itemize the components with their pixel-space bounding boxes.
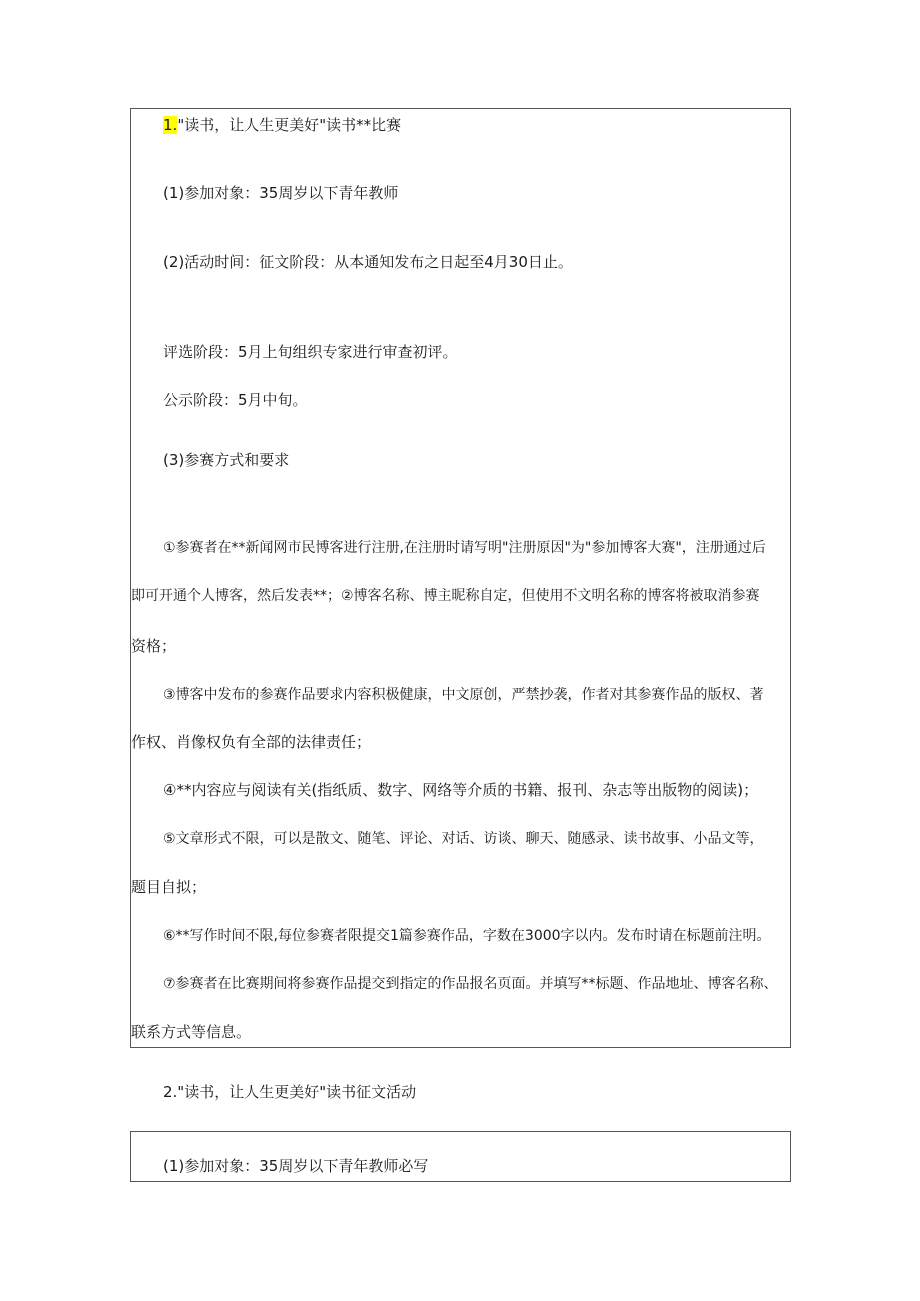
section2-heading: 2."读书，让人生更美好"读书征文活动: [163, 1083, 417, 1101]
section1-heading: [163, 115, 401, 135]
req7-line1: ⑦参赛者在比赛期间将参赛作品提交到指定的作品报名页面。并填写**标题、作品地址、博客名称、: [163, 976, 778, 992]
section1-target: (1)参加对象：35周岁以下青年教师: [163, 184, 399, 202]
section1-method: (3)参赛方式和要求: [163, 451, 290, 469]
req3-line2: 作权、肖像权负有全部的法律责任；: [131, 733, 372, 751]
section1-time: (2)活动时间：征文阶段：从本通知发布之日起至4月30日止。: [163, 253, 573, 271]
section2-target: (1)参加对象：35周岁以下青年教师必写: [163, 1157, 429, 1175]
section1-review: 评选阶段：5月上旬组织专家进行审查初评。: [163, 343, 458, 361]
section1-box: [130, 108, 791, 1048]
req6: ⑥**写作时间不限,每位参赛者限提交1篇参赛作品，字数在3000字以内。发布时请在标题前注明。: [163, 928, 771, 944]
req1-line2: 即可开通个人博客，然后发表**；②博客名称、博主昵称自定，但使用不文明名称的博客将被取消参赛: [131, 588, 760, 604]
req5-line2: 题目自拟；: [131, 878, 207, 896]
req1-line3: 资格；: [131, 637, 177, 655]
req3-line1: ③博客中发布的参赛作品要求内容积极健康，中文原创，严禁抄袭，作者对其参赛作品的版权、著: [163, 687, 764, 703]
req5-line1: ⑤文章形式不限，可以是散文、随笔、评论、对话、访谈、聊天、随感录、读书故事、小品文等，: [163, 831, 764, 847]
req4: ④**内容应与阅读有关(指纸质、数字、网络等介质的书籍、报刊、杂志等出版物的阅读)；: [163, 781, 759, 799]
highlighted-number: 1.: [163, 116, 178, 134]
req7-line2: 联系方式等信息。: [131, 1023, 252, 1041]
req1-line1: ①参赛者在**新闻网市民博客进行注册,在注册时请写明"注册原因"为"参加博客大赛"，注册通过后: [163, 540, 766, 556]
section1-publicity: 公示阶段：5月中旬。: [163, 391, 308, 409]
section1-heading-text: "读书，让人生更美好"读书**比赛: [177, 116, 402, 134]
